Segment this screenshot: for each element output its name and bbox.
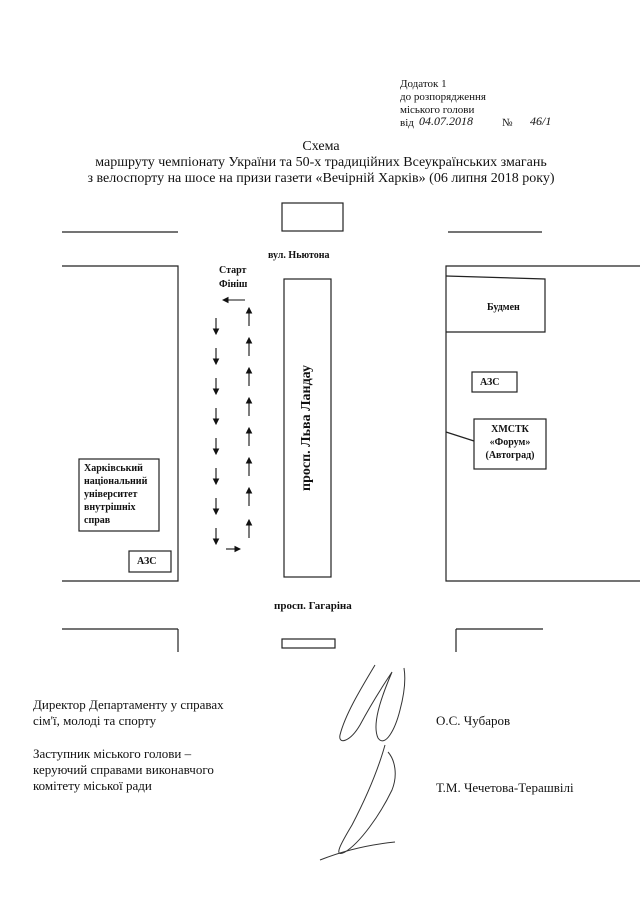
deputy-title-line-3: комітету міської ради xyxy=(33,778,152,793)
gas-station-right: АЗС xyxy=(480,377,500,388)
annex-from-prefix: від xyxy=(400,117,414,129)
annex-line-1: Додаток 1 xyxy=(400,78,447,90)
left-block xyxy=(62,266,178,581)
bottom-building xyxy=(282,639,335,648)
finish-label: Фініш xyxy=(219,279,248,290)
university-line-2: національний xyxy=(84,476,148,487)
deputy-name: Т.М. Чечетова-Терашвілі xyxy=(436,780,574,795)
university-label xyxy=(84,462,147,527)
university-line-5: справ xyxy=(84,515,111,526)
director-title-line-2: сім'ї, молоді та спорту xyxy=(33,713,157,728)
top-building xyxy=(282,203,343,231)
annex-line-2: до розпорядження xyxy=(400,91,486,103)
xmstk-line-1: ХМСТК xyxy=(491,424,529,435)
title-line-2: маршруту чемпіонату України та 50-х традиційних Всеукраїнських змагань xyxy=(95,155,547,170)
director-title-line-1: Директор Департаменту у справах xyxy=(33,697,224,712)
title-line-3: з велоспорту на шосе на призи газети «Вечірній Харків» (06 липня 2018 року) xyxy=(87,171,555,186)
xmstk-label xyxy=(474,423,546,462)
main-avenue-label: просп. Льва Ландау xyxy=(299,365,314,491)
deputy-title-line-2: керуючий справами виконавчого xyxy=(33,762,214,777)
deputy-title-line-1: Заступник міського голови – xyxy=(33,746,192,761)
route-arrows xyxy=(216,300,249,549)
annex-number-sign: № xyxy=(502,117,513,129)
deputy-title xyxy=(33,746,214,794)
gas-station-left: АЗС xyxy=(137,556,157,567)
street-label-bottom: просп. Гагаріна xyxy=(274,600,352,612)
street-label-top: вул. Ньютона xyxy=(268,250,330,261)
title-heading: Схема xyxy=(302,139,340,154)
director-name: О.С. Чубаров xyxy=(436,713,511,728)
annex-line-3: міського голови xyxy=(400,104,475,116)
annex-date: 04.07.2018 xyxy=(419,114,473,128)
signature-image xyxy=(320,665,405,860)
xmstk-line-2: «Форум» xyxy=(489,437,531,448)
xmstk-line-3: (Автоград) xyxy=(485,450,535,461)
annex-number: 46/1 xyxy=(530,114,552,128)
director-title xyxy=(33,697,224,729)
university-line-4: внутрішніх xyxy=(84,502,136,513)
budmen-label: Будмен xyxy=(487,302,520,313)
university-line-3: університет xyxy=(84,489,138,500)
university-line-1: Харківський xyxy=(84,463,143,474)
start-label: Старт xyxy=(219,265,247,276)
